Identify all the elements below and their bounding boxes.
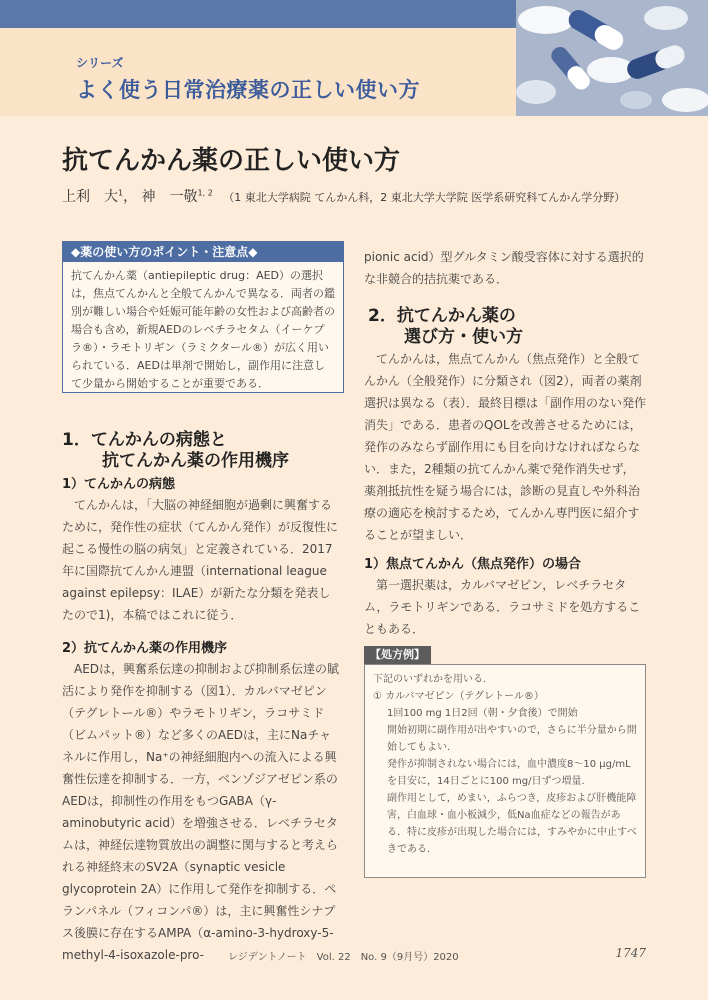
prescription-line: 開始初期に副作用が出やすいので，さらに半分量から開始してもよい． [387, 725, 637, 753]
author-2: 神 一敬 [141, 189, 198, 205]
journal-footer: レジデントノート Vol. 22 No. 9（9月号）2020 [228, 952, 459, 963]
subsection-2-1-title: 1）焦点てんかん（焦点発作）の場合 [364, 557, 582, 572]
continued-text: pionic acid）型グルタミン酸受容体に対する選択的な非競合的拮抗薬である． [364, 250, 644, 286]
page-number: 1747 [615, 946, 646, 960]
author-1: 上利 大 [62, 189, 118, 205]
prescription-line: 副作用として，めまい，ふらつき，皮疹および肝機能障害，白血球・血小板減少，低Na血症などの報告がある．特に皮疹が出現した場合には，すみやかに中止すべきである． [387, 793, 637, 855]
author-1-sup: 1 [118, 188, 124, 198]
affiliations: （1 東北大学病院 てんかん科，2 東北大学大学院 医学系研究科てんかん学分野） [223, 191, 626, 204]
series-label: シリーズ [76, 56, 124, 70]
author-2-sup: 1, 2 [197, 188, 213, 198]
prescription-line: 1回100 mg 1日2回（朝・夕食後）で開始 [387, 708, 578, 719]
prescription-drug: ① カルバマゼピン（テグレトール®） [373, 691, 544, 702]
subsection-1-2-title: 2）抗てんかん薬の作用機序 [62, 641, 228, 656]
article-title: 抗てんかん薬の正しい使い方 [62, 146, 401, 176]
key-points-heading: ◆薬の使い方のポイント・注意点◆ [63, 242, 343, 262]
subsection-1-1-text: てんかんは，「大脳の神経細胞が過剰に興奮するために，発作性の症状（てんかん発作）が反復性に起こる慢性の脳の病気」と定義されている．2017年に国際抗てんかん連盟（international league against epilepsy：ILAE）が新たな分類を発表したので1)，本稿ではこれに従う． [62, 498, 339, 622]
prescription-line: 下記のいずれかを用いる． [373, 674, 493, 685]
subsection-1-2-text: AEDは，興奮系伝達の抑制および抑制系伝達の賦活により発作を抑制する（図1）．カルバマゼピン（テグレトール®）やラモトリギン，ラコサミド（ビムパット®）など多くのAEDは，主にNaチャネルに作用し，Na⁺の神経細胞内への流入による興奮性伝達を抑制する．一方，ベンゾジアゼピン系のAEDは，抑制性の作用をもつGABA（γ-aminobutyric acid）を増強させる．レベチラセタムは，神経伝達物質放出の調整に関与すると考えられる神経終末のSV2A（synaptic vesicle glycoprotein 2A）に作用して発作を抑制する．ペランパネル（フィコンパ®）は，主に興奮性シナプス後膜に存在するAMPA（α-amino-3-hydroxy-5-methyl-4-isoxazole-pro- [62, 662, 340, 962]
subsection-1-1-title: 1）てんかんの病態 [62, 477, 176, 492]
pills-photo [516, 0, 708, 116]
section-2-title [368, 306, 648, 348]
prescription-line: 発作が抑制されない場合には，血中濃度8～10 μg/mLを目安に，14日ごとに100 mg/日ずつ増量． [387, 759, 631, 787]
subsection-2-1-text: 第一選択薬は，カルバマゼピン，レベチラセタム，ラモトリギンである．ラコサミドを処方することもある． [364, 578, 641, 636]
header-bar [0, 0, 516, 28]
section-2-text: てんかんは，焦点てんかん（焦点発作）と全般てんかん（全般発作）に分類され（図2），両者の薬剤選択は異なる（表）．最終目標は「副作用のない発作消失」である．患者のQOLを改善させるためには，発作のみならず副作用にも目を向けなければならない．また，2種類の抗てんかん薬で発作消失せず，薬剤抵抗性を疑う場合には，診断の見直しや外科治療の適応を検討するため，てんかん専門医に紹介することが望ましい． [364, 352, 647, 542]
prescription-box [364, 664, 646, 878]
section-2-title-line1: 2．抗てんかん薬の [368, 306, 516, 326]
key-points-box [62, 241, 344, 393]
byline: 上利 大$^1$， 神 一敬$^{1, 2}$ （1 東北大学病院 てんかん科，2 東北大学大学院 医学系研究科てんかん学分野） [62, 188, 626, 205]
prescription-label: 【処方例】 [364, 646, 431, 664]
section-1-title [62, 430, 352, 472]
key-points-body: 抗てんかん薬（antiepileptic drug：AED）の選択は，焦点てんかんと全般てんかんで異なる．両者の鑑別が難しい場合や妊娠可能年齢の女性および高齢者の場合も含め，新規AEDのレベチラセタム（イーケプラ®）・ラモトリギン（ラミクタール®）が広く用いられている．AEDは単剤で開始し，副作用に注意して少量から開始することが重要である． [71, 269, 335, 390]
section-1-title-line2: 抗てんかん薬の作用機序 [102, 451, 289, 471]
section-2-title-line2: 選び方・使い方 [404, 327, 523, 347]
section-1-title-line1: 1．てんかんの病態と [62, 430, 227, 450]
series-title: よく使う日常治療薬の正しい使い方 [76, 78, 420, 102]
